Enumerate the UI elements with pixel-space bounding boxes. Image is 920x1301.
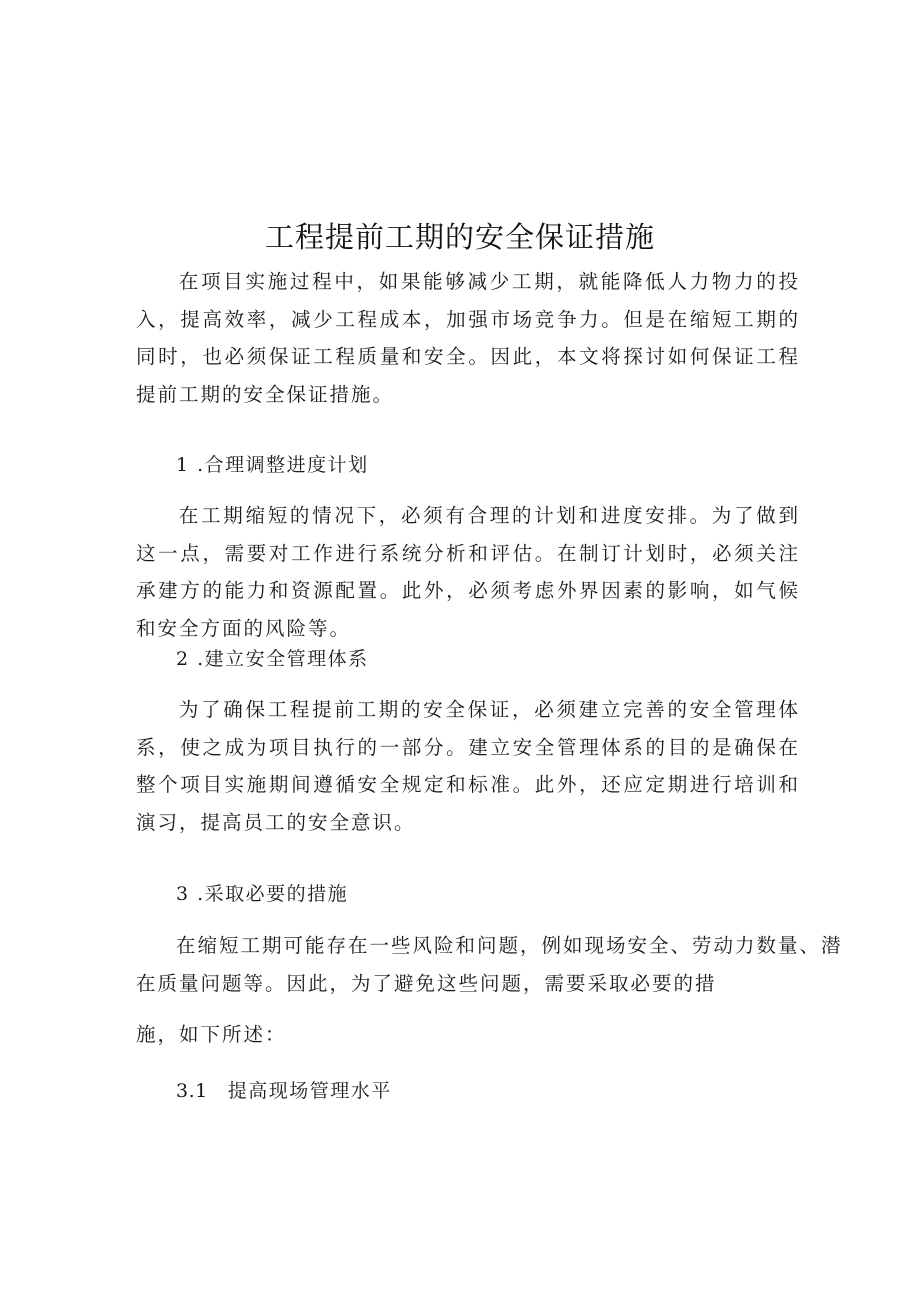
subsection-number: 3.1 [176, 1080, 208, 1102]
section-3-body-line-3: 施，如下所述： [136, 1023, 287, 1046]
subsection-3-1-heading [176, 1076, 392, 1106]
section-2-body: 为了确保工程提前工期的安全保证，必须建立完善的安全管理体系，使之成为项目执行的一部分。建立安全管理体系的目的是确保在整个项目实施期间遵循安全规定和标准。此外，还应定期进行培训和演习，提高员工的安全意识。 [136, 698, 800, 834]
section-3-body-line-2: 在质量问题等。因此，为了避免这些问题，需要采取必要的措 [136, 972, 717, 995]
subsection-title: 提高现场管理水平 [227, 1080, 392, 1102]
section-1-body: 在工期缩短的情况下，必须有合理的计划和进度安排。为了做到这一点，需要对工作进行系统分析和评估。在制订计划时，必须关注承建方的能力和资源配置。此外，必须考虑外界因素的影响，如气候和安全方面的风险等。 [136, 504, 800, 640]
section-2-heading: 2 .建立安全管理体系 [176, 648, 369, 670]
document-title: 工程提前工期的安全保证措施 [264, 220, 655, 254]
section-1-heading: 1 .合理调整进度计划 [176, 454, 369, 476]
intro-paragraph: 在项目实施过程中，如果能够减少工期，就能降低人力物力的投入，提高效率，减少工程成本，加强市场竞争力。但是在缩短工期的同时，也必须保证工程质量和安全。因此，本文将探讨如何保证工程提前工期的安全保证措施。 [136, 270, 800, 406]
section-3-body-line-1: 在缩短工期可能存在一些风险和问题，例如现场安全、劳动力数量、潜 [176, 934, 843, 957]
section-3-heading: 3 .采取必要的措施 [176, 883, 349, 905]
